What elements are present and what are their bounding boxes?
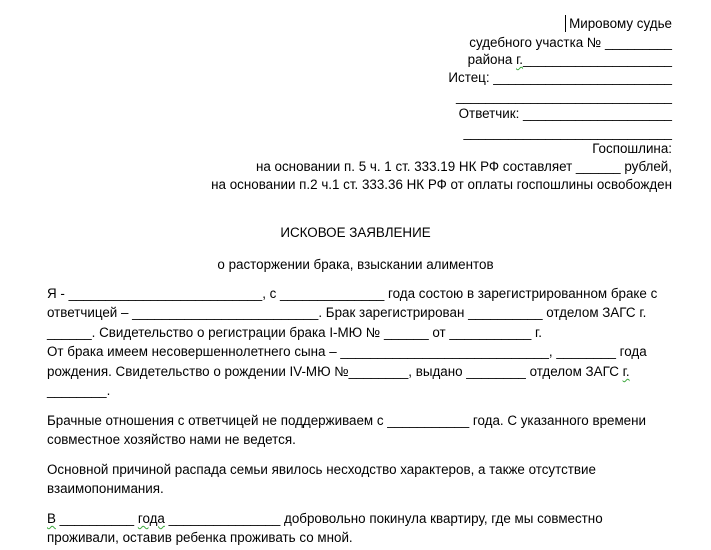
header-fee-line1: на основании п. 5 ч. 1 ст. 333.19 НК РФ составляет ______ рублей,	[255, 159, 672, 174]
document-subtitle: о расторжении брака, взыскании алиментов	[217, 257, 494, 272]
header-plaintiff: Истец: ________________________	[448, 70, 672, 85]
paragraph-2-line-1: Брачные отношения с ответчицей не поддерживаем с ___________ года. С указанного времени	[47, 413, 647, 428]
header-fee-line2: на основании п.2 ч.1 ст. 333.36 НК РФ от оплаты госпошлины освобожден	[211, 177, 672, 192]
paragraph-1-line-6: ________.	[47, 383, 111, 398]
paragraph-4-blank-1: __________	[55, 511, 138, 526]
paragraph-3-line-2: взаимопонимания.	[47, 481, 164, 496]
paragraph-4-word-v: В	[47, 511, 56, 526]
paragraph-1-line-3: ______. Свидетельство о регистрации брака I-МЮ № ______ от ___________ г.	[47, 325, 543, 340]
paragraph-3-line-1: Основной причиной распада семьи явилось несходство характеров, а также отсутствие	[47, 462, 596, 477]
header-district	[468, 51, 672, 68]
paragraph-1-line-1: Я - __________________________, с ______________ года состою в зарегистрированном браке с	[47, 286, 658, 301]
paragraph-1-line-5	[47, 363, 630, 380]
paragraph-1-line-5-text: рождения. Свидетельство о рождении IV-МЮ №________, выдано ________ отделом ЗАГС	[47, 364, 623, 379]
header-district-court: судебного участка № _________	[469, 35, 672, 50]
paragraph-4-line-1	[47, 510, 603, 527]
paragraph-1-line-4: От брака имеем несовершеннолетнего сына – ____________________________, ________ года	[47, 344, 647, 359]
paragraph-1-line-5-g: г.	[622, 364, 630, 379]
paragraph-4-line-2: проживали, оставив ребенка проживать со мной.	[47, 530, 353, 545]
paragraph-4-word-goda: года	[137, 511, 165, 526]
paragraph-1-line-2: ответчицей – _________________________. Брак зарегистрирован __________ отделом ЗАГС г.	[47, 305, 647, 320]
paragraph-4-rest: _______________ добровольно покинула квартиру, где мы совместно	[164, 511, 603, 526]
text-cursor	[565, 15, 566, 32]
paragraph-2-line-2: совместное хозяйство нами не ведется.	[47, 432, 296, 447]
header-defendant: Ответчик: ____________________	[458, 106, 672, 121]
document-title: ИСКОВОЕ ЗАЯВЛЕНИЕ	[280, 225, 431, 240]
header-to-judge: Мировому судье	[569, 16, 672, 31]
header-district-label: района	[467, 52, 517, 67]
header-fee-label: Госпошлина:	[592, 141, 672, 156]
header-district-g: г.	[516, 52, 524, 67]
header-district-tail: ____________________	[523, 52, 672, 67]
header-plaintiff-line2: _____________________________	[456, 89, 672, 104]
header-defendant-line2: ____________________________	[463, 125, 672, 140]
